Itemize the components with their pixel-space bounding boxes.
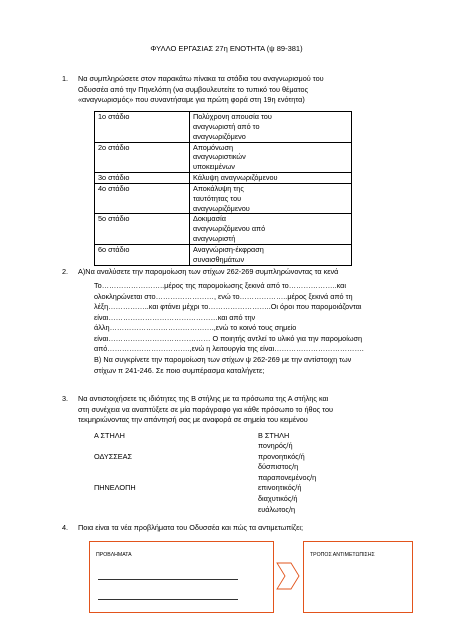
stage-description (190, 214, 352, 245)
stage-row (95, 214, 352, 245)
problems-label: ΠΡΟΒΛΗΜΑΤΑ (96, 552, 132, 558)
answer-line (98, 599, 238, 600)
column-b-trait: παραπονεμένος/η (258, 472, 317, 482)
solutions-box (303, 541, 413, 613)
column-b-trait: προνοητικός/ή (258, 451, 305, 461)
column-b-trait: δύσπιστος/η (258, 462, 299, 472)
fill-blank-line: άλλη…………………………………….,ενώ το κοινό τους σημείο (94, 323, 297, 333)
problems-box (89, 541, 274, 613)
stage-description (190, 244, 352, 265)
stage-label: 6ο στάδιο (95, 244, 190, 265)
stage-label: 4ο στάδιο (95, 183, 190, 214)
column-b-trait: επινοητικός/ή (258, 483, 302, 493)
worksheet-title: ΦΥΛΛΟ ΕΡΓΑΣΙΑΣ 27η ΕΝΟΤΗΤΑ (ψ 89-381) (150, 44, 303, 53)
question-text-line: Να συμπληρώσετε στον παρακάτω πίνακα τα στάδια του αναγνωρισμού του (78, 74, 324, 83)
fill-blank-line: Το……………………..μέρος της παρομοίωσης ξεκινά από το………………..και (94, 281, 346, 290)
stage-description-line: αναγνωριζόμενου (193, 203, 250, 213)
question-text-line: Οδυσσέα από την Πηνελόπη (να συμβουλευτείτε το τυπικό του θέματος (78, 84, 309, 94)
stage-description-line: Αναγνώριση-έκφραση (193, 244, 264, 254)
stage-row (95, 183, 352, 214)
stage-label: 2ο στάδιο (95, 142, 190, 173)
stage-description-line: συναισθημάτων (193, 254, 245, 264)
stage-row (95, 244, 352, 265)
question-number: 4. (62, 523, 69, 532)
question-text-line: Β) Να συγκρίνετε την παρομοίωση των στίχων ψ 262-269 με την αντίστοιχη των (94, 355, 352, 365)
stage-description-line: Απομόνωση (193, 142, 234, 152)
stage-row (95, 142, 352, 173)
stage-label: 5ο στάδιο (95, 214, 190, 245)
column-b-trait: διαχυτικός/ή (258, 494, 298, 503)
stage-row (95, 173, 352, 184)
stage-description-line: αναγνωριζόμενο (193, 131, 246, 141)
answer-line (98, 579, 238, 580)
stage-description-line: υποκειμένων (193, 162, 235, 172)
stage-description (190, 173, 352, 184)
question-number: 3. (62, 394, 69, 403)
stage-description-line: Δοκιμασία (193, 214, 226, 224)
column-a-person: ΟΔΥΣΣΕΑΣ (94, 451, 132, 461)
stages-table (94, 111, 352, 266)
question-text-line: Α)Να αναλύσετε την παρομοίωση των στίχων 262-269 συμπληρώνοντας τα κενά (78, 267, 339, 276)
stage-label: 1ο στάδιο (95, 112, 190, 143)
question-1 (62, 74, 378, 106)
stage-description-line: αναγνωριστικών (193, 152, 246, 162)
stage-description-line: ταυτότητας του (193, 193, 242, 203)
question-number: 2. (62, 267, 69, 276)
fill-blank-line: είναι………………………………………και από την (94, 312, 256, 322)
question-text-line: τεκμηριώνοντας την απάντησή σας με αναφορά σε σημεία του κειμένου (78, 415, 308, 425)
stage-description (190, 183, 352, 214)
fill-blank-line: είναι…………………………………… Ο ποιητής αντλεί το υλικό για την παρομοίωση (94, 333, 363, 343)
question-2 (62, 267, 383, 278)
question-3 (62, 394, 383, 426)
stage-description-line: Πολύχρονη απουσία του (193, 112, 272, 121)
fill-blank-line: ολοκληρώνεται στο……………………, ενώ το………………..μέρος ξεκινά από τη (94, 291, 353, 301)
stage-description-line: αναγνωριστή (193, 234, 236, 244)
stage-description-line: αναγνωριζόμενου από (193, 224, 266, 234)
column-b-heading: Β ΣΤΗΛΗ (258, 431, 290, 440)
column-a-heading: Α ΣΤΗΛΗ (94, 431, 125, 440)
column-b-trait: πονηρός/ή (258, 441, 293, 450)
stage-description (190, 142, 352, 173)
fill-blank-line: λέξη……………..και φτάνει μέχρι το……………………..Οι όροι που παρομοιάζονται (94, 302, 362, 312)
stage-description-line: Κάλυψη αναγνωριζόμενου (193, 173, 278, 183)
question-text-line: στίχων π 241-246. Σε ποιο συμπέρασμα καταλήγετε; (94, 365, 265, 375)
question-text-line: «αναγνωρισμός» που συναντήσαμε για πρώτη φορά στη 19η ενότητα) (78, 95, 305, 105)
column-a-person: ΠΗΝΕΛΟΠΗ (94, 483, 136, 493)
stage-description (190, 112, 352, 143)
stage-description-line: αναγνωριστή από το (193, 121, 260, 131)
problems-solutions-diagram (89, 541, 413, 613)
arrow-icon (276, 562, 300, 590)
question-text: Ποια είναι τα νέα προβλήματα του Οδυσσέα και πώς τα αντιμετωπίζει; (78, 523, 304, 532)
column-b-trait: ευάλωτος/η (258, 504, 296, 514)
question-text-line: Να αντιστοιχήσετε τις ιδιότητες της Β στήλης με τα πρόσωπα της Α στήλης και (78, 394, 329, 403)
question-4 (62, 523, 383, 534)
stage-description-line: Αποκάλυψη της (193, 183, 244, 193)
question-number: 1. (62, 74, 69, 83)
stage-row (95, 112, 352, 143)
stage-label: 3ο στάδιο (95, 173, 190, 184)
fill-blank-line: από…………………………….,ενώ η λειτουργία της είναι………………………………. (94, 344, 364, 354)
simile-fill-blanks (94, 281, 376, 376)
question-text-line: στη συνέχεια να αναπτύξετε σε μία παράγραφο για κάθε πρόσωπο το ήθος του (78, 404, 333, 414)
solutions-label: ΤΡΟΠΟΣ ΑΝΤΙΜΕΤΩΠΙΣΗΣ (310, 552, 375, 558)
